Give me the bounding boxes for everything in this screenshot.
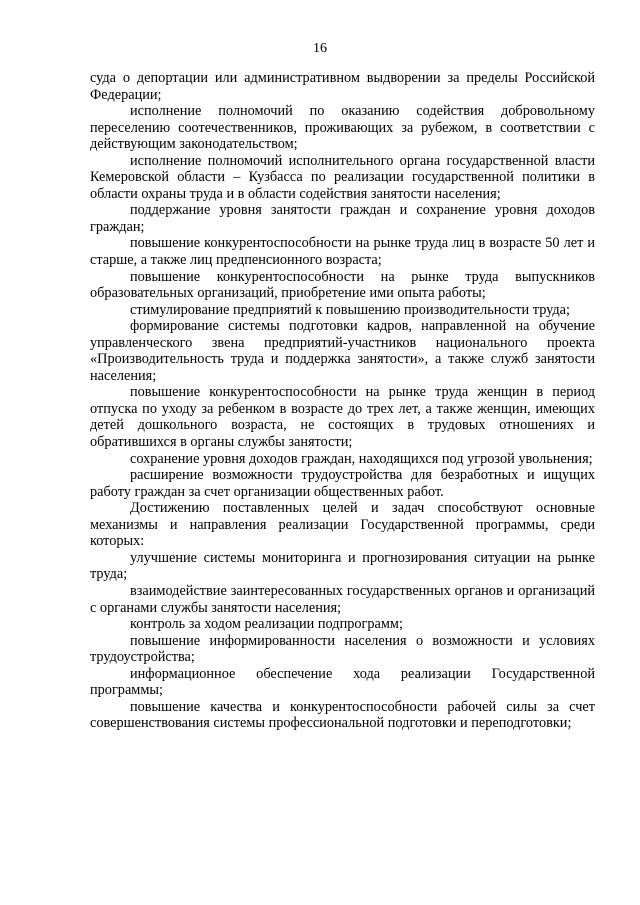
paragraph: повышение конкурентоспособности на рынке труда выпускников образовательных организаций, приобретение ими опыта работы; — [90, 268, 595, 302]
paragraph: формирование системы подготовки кадров, направленной на обучение управленческого звена предприятий-участников национального проекта «Производительность труда и поддержка занятости», а также служб занятости населения; — [90, 318, 595, 384]
paragraph: Достижению поставленных целей и задач способствуют основные механизмы и направления реализации Государственной программы, среди которых: — [90, 500, 595, 550]
paragraph: поддержание уровня занятости граждан и сохранение уровня доходов граждан; — [90, 202, 595, 235]
paragraph: повышение конкурентоспособности на рынке труда лиц в возрасте 50 лет и старше, а также лиц предпенсионного возраста; — [90, 235, 595, 269]
paragraph: контроль за ходом реализации подпрограмм; — [130, 616, 403, 633]
page-number: 16 — [313, 41, 327, 56]
document-body — [90, 70, 595, 732]
paragraph: исполнение полномочий исполнительного органа государственной власти Кемеровской области – Кузбасса по реализации государственной политики в области охраны труда и в области содействия занятости населения; — [90, 152, 595, 202]
paragraph: повышение конкурентоспособности на рынке труда женщин в период отпуска по уходу за ребенком в возрасте до трех лет, а также женщин, имеющих детей дошкольного возраста, не состоящих в трудовых отношениях и обратившихся в органы службы занятости; — [90, 384, 595, 451]
paragraph: повышение качества и конкурентоспособности рабочей силы за счет совершенствования системы профессиональной подготовки и переподготовки; — [90, 698, 595, 732]
paragraph: сохранение уровня доходов граждан, находящихся под угрозой увольнения; — [130, 450, 593, 467]
paragraph: взаимодействие заинтересованных государственных органов и организаций с органами службы занятости населения; — [90, 582, 595, 616]
paragraph: улучшение системы мониторинга и прогнозирования ситуации на рынке труда; — [90, 549, 595, 583]
paragraph: исполнение полномочий по оказанию содействия добровольному переселению соотечественников, проживающих за рубежом, в соответствии с действующим законодательством; — [90, 103, 595, 153]
paragraph: повышение информированности населения о возможности и условиях трудоустройства; — [90, 632, 595, 666]
paragraph: суда о депортации или административном выдворении за пределы Российской Федерации; — [90, 70, 595, 103]
paragraph: стимулирование предприятий к повышению производительности труда; — [130, 301, 570, 318]
paragraph: информационное обеспечение хода реализации Государственной программы; — [90, 665, 595, 699]
paragraph: расширение возможности трудоустройства для безработных и ищущих работу граждан за счет организации общественных работ. — [90, 467, 595, 500]
